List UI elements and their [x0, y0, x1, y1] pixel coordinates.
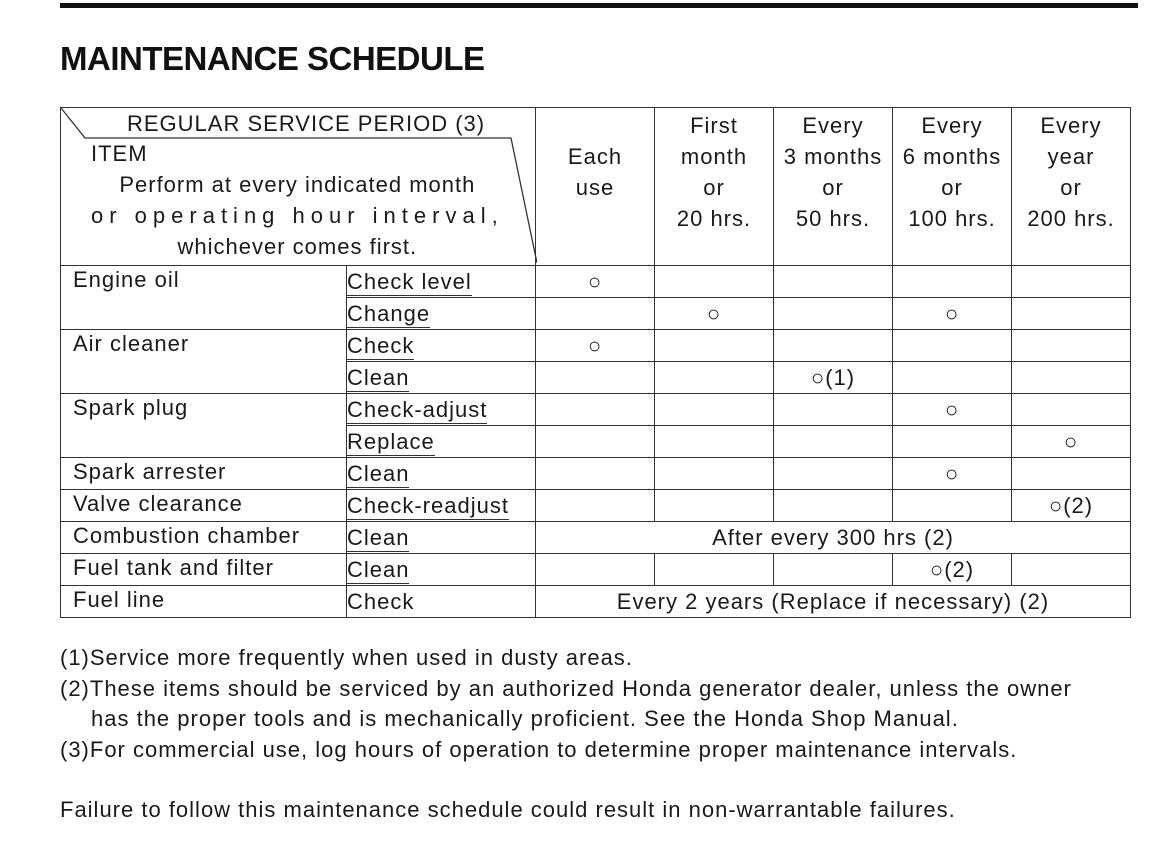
fuel-line-interval-note: Every 2 years (Replace if necessary) (2)	[536, 586, 1131, 618]
perform-line-1: Perform at every indicated month	[119, 172, 476, 197]
header-row	[61, 108, 1131, 266]
mark-cell: ○(2)	[1012, 490, 1131, 522]
perform-instructions	[91, 169, 504, 262]
item-engine-oil: Engine oil	[61, 266, 347, 330]
action-check: Check	[347, 330, 536, 362]
item-label: ITEM	[91, 141, 148, 166]
item-combustion-chamber: Combustion chamber	[61, 522, 347, 554]
page-title: MAINTENANCE SCHEDULE	[60, 40, 485, 77]
mark-cell: ○(2)	[893, 554, 1012, 586]
maintenance-table	[60, 107, 1131, 618]
action-check-level: Check level	[347, 266, 536, 298]
mark-cell: ○	[893, 298, 1012, 330]
item-fuel-tank-filter: Fuel tank and filter	[61, 554, 347, 586]
item-spark-plug: Spark plug	[61, 394, 347, 458]
footnote-3: (3)For commercial use, log hours of operation to determine proper maintenance intervals.	[60, 736, 1018, 762]
mark-cell: ○(1)	[774, 362, 893, 394]
table-row	[61, 554, 1131, 586]
table-row	[61, 458, 1131, 490]
action-clean: Clean	[347, 522, 536, 554]
footnote-2: (2)These items should be serviced by an authorized Honda generator dealer, unless the owner	[60, 675, 1072, 701]
table-row	[61, 330, 1131, 362]
table-row	[61, 266, 1131, 298]
table-row	[61, 522, 1131, 554]
table-row	[61, 586, 1131, 618]
col-header-first-month: First month or 20 hrs.	[655, 108, 774, 266]
action-replace: Replace	[347, 426, 536, 458]
table-row	[61, 394, 1131, 426]
action-check: Check	[347, 586, 536, 618]
action-check-adjust: Check-adjust	[347, 394, 536, 426]
mark-cell: ○	[536, 266, 655, 298]
col-header-each-use: Each use	[536, 108, 655, 266]
item-spark-arrester: Spark arrester	[61, 458, 347, 490]
mark-cell: ○	[893, 394, 1012, 426]
combustion-interval-note: After every 300 hrs (2)	[536, 522, 1131, 554]
mark-cell: ○	[893, 458, 1012, 490]
footnote-2-continued: has the proper tools and is mechanically proficient. See the Honda Shop Manual.	[91, 706, 959, 731]
col-header-every-6-months: Every 6 months or 100 hrs.	[893, 108, 1012, 266]
footnotes	[60, 643, 1072, 765]
item-valve-clearance: Valve clearance	[61, 490, 347, 522]
col-header-every-3-months: Every 3 months or 50 hrs.	[774, 108, 893, 266]
warranty-warning: Failure to follow this maintenance schedule could result in non-warrantable failures.	[60, 797, 956, 822]
header-corner-cell	[61, 108, 536, 266]
action-change: Change	[347, 298, 536, 330]
table-row	[61, 490, 1131, 522]
mark-cell: ○	[536, 330, 655, 362]
mark-cell: ○	[1012, 426, 1131, 458]
action-check-readjust: Check-readjust	[347, 490, 536, 522]
perform-line-2: or operating hour interval,	[91, 203, 504, 228]
regular-service-period-label: REGULAR SERVICE PERIOD (3)	[127, 111, 486, 136]
col-header-every-year: Every year or 200 hrs.	[1012, 108, 1131, 266]
action-clean: Clean	[347, 362, 536, 394]
item-fuel-line: Fuel line	[61, 586, 347, 618]
action-clean: Clean	[347, 554, 536, 586]
mark-cell: ○	[655, 298, 774, 330]
footnote-1: (1)Service more frequently when used in dusty areas.	[60, 645, 633, 670]
top-rule	[60, 3, 1138, 8]
action-clean: Clean	[347, 458, 536, 490]
item-air-cleaner: Air cleaner	[61, 330, 347, 394]
perform-line-3: whichever comes first.	[177, 234, 418, 259]
